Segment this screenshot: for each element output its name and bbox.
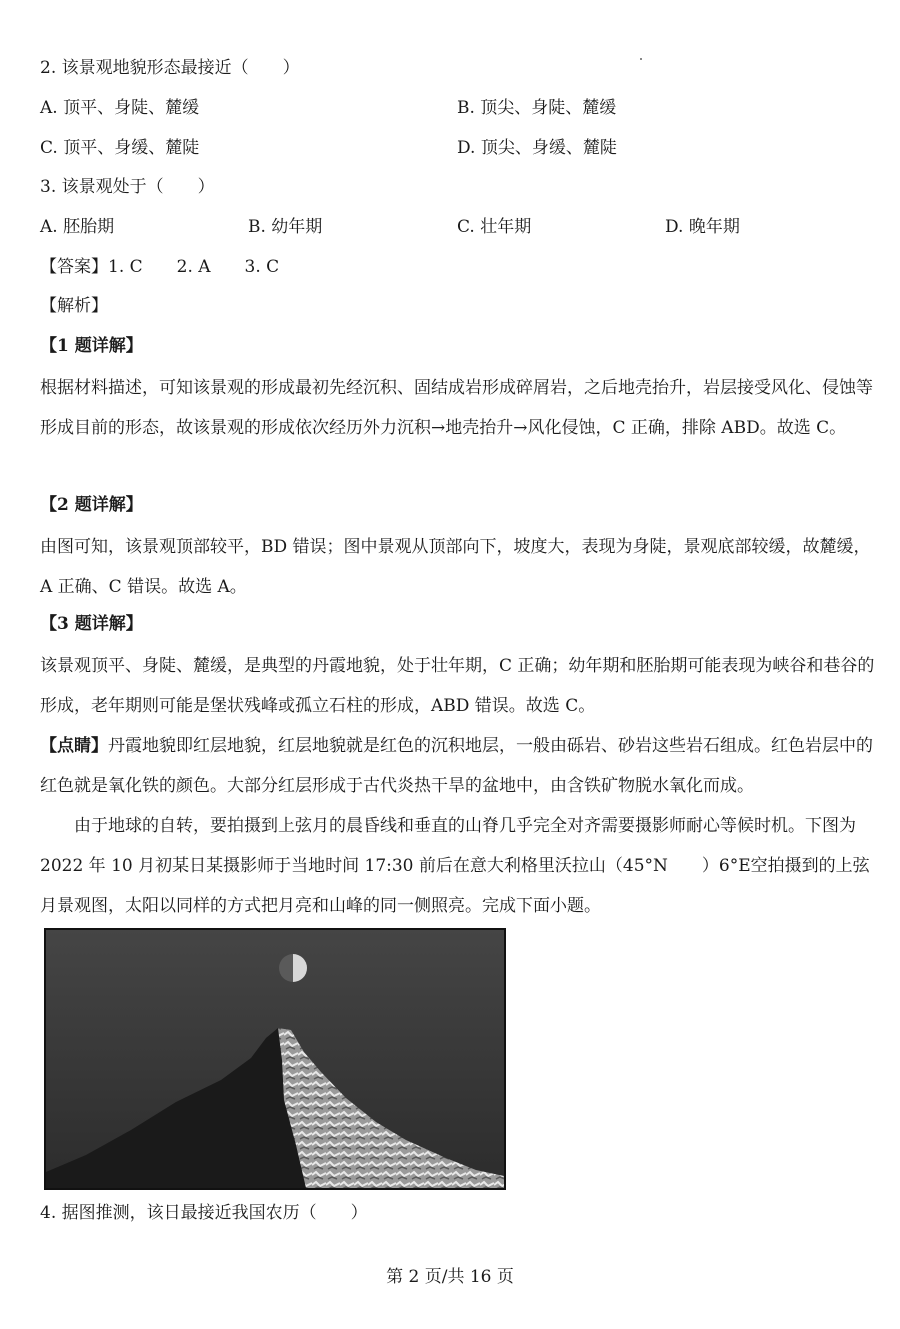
detail2-label: 【2 题详解】 [40,495,143,515]
tip-label: 【点睛】 [40,736,108,756]
q4-stem: 4. 据图推测，该日最接近我国农历（ ） [40,1203,368,1223]
tip-text: 丹霞地貌即红层地貌，红层地貌就是红色的沉积地层，一般由砾岩、砂岩这些岩石组成。红色岩层中的红色就是氧化铁的颜色。大部分红层形成于古代炎热干旱的盆地中，由含铁矿物脱水氧化而成。 [40,736,873,796]
scan-speck [640,58,642,60]
analysis-label: 【解析】 [40,296,108,316]
q3-stem: 3. 该景观处于（ ） [40,177,215,197]
detail1-label: 【1 题详解】 [40,336,143,356]
detail3-label: 【3 题详解】 [40,614,143,634]
intro-paragraph: 由于地球的自转，要拍摄到上弦月的晨昏线和垂直的山脊几乎完全对齐需要摄影师耐心等候时机。下图为 2022 年 10 月初某日某摄影师于当地时间 17:30 前后在意大利格里沃拉山（45°N ）6°E空拍摄到的上弦月景观图，太阳以同样的方式把月亮和山峰的同一侧照亮。完成下面小题。 [40,816,870,916]
q3-option-a: A. 胚胎期 [40,217,115,237]
q2-option-d: D. 顶尖、身缓、麓陡 [457,138,617,158]
tip-paragraph [40,726,878,806]
q3-option-b: B. 幼年期 [248,217,323,237]
answer-label: 【答案】 [40,257,108,277]
q2-option-a: A. 顶平、身陡、麓缓 [40,98,200,118]
q2-option-c: C. 顶平、身缓、麓陡 [40,138,200,158]
answer-line [40,255,279,279]
photo-illustration [46,930,504,1188]
detail2-text: 由图可知，该景观顶部较平，BD 错误；图中景观从顶部向下，坡度大，表现为身陡，景观底部较缓，故麓缓，A 正确、C 错误。故选 A。 [40,537,871,597]
detail1-text: 根据材料描述，可知该景观的形成最初先经沉积、固结成岩形成碎屑岩，之后地壳抬升，岩层接受风化、侵蚀等形成目前的形态，故该景观的形成依次经历外力沉积→地壳抬升→风化侵蚀，C 正确，排除 ABD。故选 C。 [40,378,873,438]
q2-option-b: B. 顶尖、身陡、麓缓 [457,98,617,118]
answer-items: 1. C 2. A 3. C [108,257,280,277]
page-footer: 第 2 页/共 16 页 [386,1267,514,1287]
moon-mountain-photo [44,928,506,1190]
half-moon-icon [279,954,307,982]
q3-option-c: C. 壮年期 [457,217,532,237]
q3-option-d: D. 晚年期 [665,217,740,237]
detail3-text: 该景观顶平、身陡、麓缓，是典型的丹霞地貌，处于壮年期，C 正确；幼年期和胚胎期可能表现为峡谷和巷谷的形成，老年期则可能是堡状残峰或孤立石柱的形成，ABD 错误。故选 C。 [40,656,875,716]
q2-stem: 2. 该景观地貌形态最接近（ ） [40,58,300,78]
